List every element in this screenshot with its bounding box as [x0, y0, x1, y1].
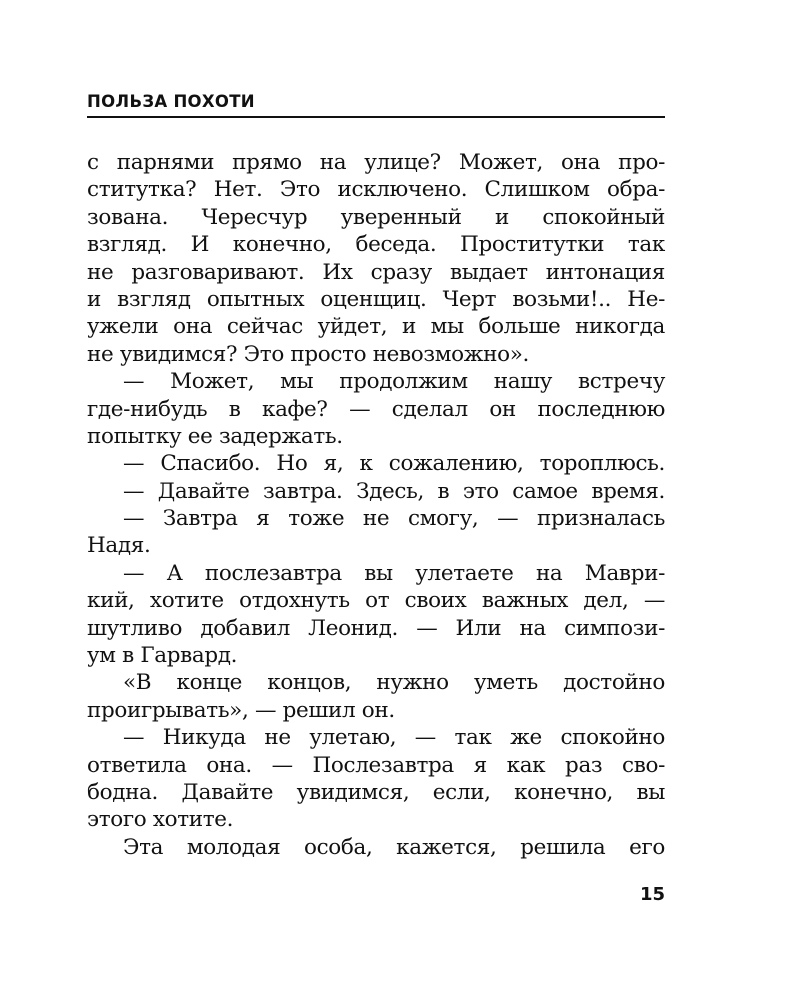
- text-line: проигрывать», — решил он.: [87, 697, 395, 723]
- text-line: ответила она. — Послезавтра я как раз сво-: [87, 752, 665, 778]
- text-line: шутливо добавил Леонид. — Или на симпози-: [87, 615, 665, 641]
- text-line: — Никуда не улетаю, — так же спокойно: [123, 725, 665, 751]
- text-line: кий, хотите отдохнуть от своих важных дел, —: [87, 588, 665, 614]
- text-line: — Может, мы продолжим нашу встречу: [123, 369, 665, 395]
- text-line: — Завтра я тоже не смогу, — призналась: [123, 506, 665, 532]
- page-number: 15: [639, 884, 665, 905]
- text-line: «В конце концов, нужно уметь достойно: [123, 670, 665, 696]
- text-line: ужели она сейчас уйдет, и мы больше никогда: [87, 314, 665, 340]
- text-line: ститутка? Нет. Это исключено. Слишком обра-: [87, 177, 665, 203]
- text-line: — А послезавтра вы улетаете на Маври-: [123, 560, 665, 586]
- text-line: ум в Гарвард.: [87, 643, 238, 669]
- text-line: взгляд. И конечно, беседа. Проститутки так: [87, 232, 665, 258]
- text-line: не разговаривают. Их сразу выдает интонация: [87, 259, 665, 285]
- text-line: — Спасибо. Но я, к сожалению, тороплюсь.: [123, 451, 665, 477]
- body-text: [87, 149, 665, 861]
- text-line: попытку ее задержать.: [87, 423, 343, 449]
- running-head: ПОЛЬЗА ПОХОТИ: [87, 92, 255, 111]
- text-line: — Давайте завтра. Здесь, в это самое время.: [123, 478, 665, 504]
- header-rule: [87, 116, 665, 118]
- text-line: где-нибудь в кафе? — сделал он последнюю: [87, 396, 665, 422]
- text-line: и взгляд опытных оценщиц. Черт возьми!.. Не-: [87, 286, 665, 312]
- text-line: с парнями прямо на улице? Может, она про-: [87, 150, 665, 175]
- text-line: этого хотите.: [87, 807, 234, 833]
- text-line: бодна. Давайте увидимся, если, конечно, вы: [87, 779, 665, 805]
- text-line: зована. Чересчур уверенный и спокойный: [87, 204, 665, 230]
- text-line: Эта молодая особа, кажется, решила его: [123, 834, 665, 860]
- text-line: Надя.: [87, 533, 151, 559]
- text-line: не увидимся? Это просто невозможно».: [87, 341, 530, 367]
